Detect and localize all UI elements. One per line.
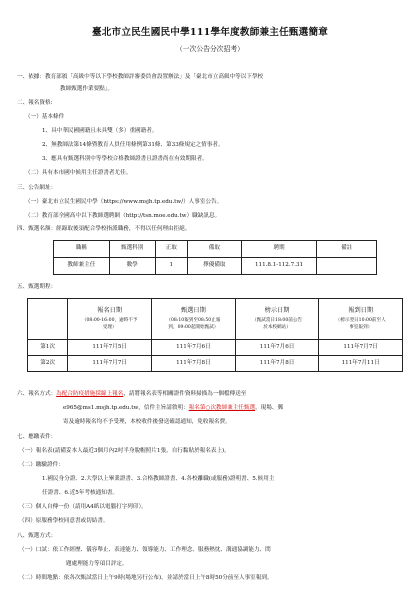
quota-heading: 四、甄選名額：經錄取後須配合學校指派職務，不得以任何理由拒絕。 — [17, 226, 191, 232]
eligibility-basic: （一）基本條件 — [25, 114, 65, 120]
page-subtitle: （一次公告分次招考） — [176, 45, 244, 53]
registration-line-3: 寄及逾時報名均不予受理，本校收件後發送確認通知，免收報名費。 — [63, 419, 231, 425]
documents-item-2-line-1: 1.國民身分證、2.大學以上畢業證書、3.合格教師證書、4.各校離職(或服務)證明書、5.候用主 — [42, 476, 275, 482]
selection-item-1-line-1: （一）口試：依工作經歷、儀容舉止、表達能力、領導能力、工作理念、服務熱忱、溝通協調能力、問 — [19, 547, 271, 553]
registration-heading: 六、報名方式： — [17, 391, 57, 397]
header-results: 榜示日期 （甄試當日18:00前公告 於本校網站） — [235, 299, 319, 340]
basis-line-1: 一、依據：教育部頒「高級中等以下學校教師評審委員會設置辦法」及「臺北市立高級中等以下學校 — [17, 74, 264, 80]
selection-item-1-line-2: 題處理能力等項目評定。 — [66, 561, 128, 567]
header-term: 聘期 — [241, 241, 317, 258]
quota-table-header — [54, 241, 377, 258]
selection-heading: 八、甄選方式： — [17, 533, 57, 539]
header-registration: 報名日期 （08:00-16:00，逾時不予 受理） — [68, 299, 152, 340]
cell-title: 教師兼主任 — [54, 258, 110, 275]
cell-regular: 1 — [155, 258, 187, 275]
cell-date: 111年7月6日 — [235, 340, 319, 356]
basis-line-2: 教師甄選作業要點」。 — [60, 86, 114, 92]
header-backup: 備取 — [187, 241, 241, 258]
schedule-row-1 — [28, 340, 403, 356]
cell-date: 111年7月8日 — [235, 356, 319, 372]
header-report: 報到日期 （榜示翌日10:00前至人 事室報到） — [319, 299, 403, 340]
website-school: （一）臺北市立民生國民中學（https://www.msjh.tp.edu.tw/）人事室公告。 — [25, 199, 223, 205]
header-remarks: 備註 — [317, 241, 377, 258]
selection-item-2: （二）時間地點：依各次甄試當日上午9時(場地另行公布)，並請於當日上午8時50分前至人事室報到。 — [19, 575, 273, 581]
cell-date: 111年7月6日 — [152, 340, 236, 356]
cell-term: 111.8.1-112.7.31 — [241, 258, 317, 275]
cell-date: 111年7月7日 — [68, 356, 152, 372]
header-title: 職稱 — [54, 241, 110, 258]
eligibility-item-1: 1、具中華民國國籍且未具雙（多）重國籍者。 — [42, 128, 158, 134]
cell-subject: 數學 — [109, 258, 155, 275]
documents-item-2-line-2: 任證書、6.近5年考核通知書。 — [42, 490, 119, 496]
eligibility-preferred: （二）具有本市國中候用主任證書者尤佳。 — [25, 170, 132, 176]
cell-date: 111年7月5日 — [68, 340, 152, 356]
registration-email[interactable]: e965@ms1.msjh.tp.edu.tw，信件主旨請敘明： — [63, 405, 189, 411]
documents-item-4: （四）原服務學校同意書或切結書。 — [19, 518, 109, 524]
registration-line-1: 六、報名方式：為配合防疫措施採線上報名，請將報名表等相關證件資料掃描為一個檔傳送至 — [17, 391, 247, 397]
email-subject-notice: 報名第○次教師兼主任甄選 — [188, 405, 256, 411]
row-label: 第2次 — [28, 356, 68, 372]
header-regular: 正取 — [155, 241, 187, 258]
online-registration-notice: 為配合防疫措施採線上報名 — [56, 391, 124, 397]
documents-heading: 七、應繳表件： — [17, 434, 57, 440]
documents-item-1: （一）報名表(請備妥本人最近3個月內2吋半身脫帽照片1張，自行黏貼於報名表上)。 — [19, 448, 230, 454]
cell-date: 111年7月7日 — [319, 340, 403, 356]
header-empty — [28, 299, 68, 340]
documents-item-2: （二）繳驗證件： — [19, 462, 64, 468]
cell-date: 111年7月11日 — [319, 356, 403, 372]
schedule-table-header — [28, 299, 403, 340]
cell-remarks — [317, 258, 377, 275]
documents-item-3: （三）個人自傳一份（請用A4紙以電腦打字列印）。 — [19, 504, 147, 510]
schedule-table — [27, 298, 403, 372]
schedule-row-2 — [28, 356, 403, 372]
eligibility-heading: 二、報名資格: — [17, 100, 53, 106]
cell-backup: 擇優備取 — [187, 258, 241, 275]
eligibility-item-2: 2、無教師法第14條暨教育人員任用條例第31條、第33條規定之情事者。 — [42, 142, 224, 148]
header-subject: 甄選科別 — [109, 241, 155, 258]
quota-table-row — [54, 258, 377, 275]
page-title: 臺北市立民生國民中學111學年度教師兼主任甄選簡章 — [91, 27, 329, 38]
website-moe: （二）教育部全國高中以下教師選聘網（http://tsn.moe.edu.tw）職缺訊息。 — [25, 213, 221, 219]
cell-date: 111年7月8日 — [152, 356, 236, 372]
schedule-heading: 五、甄選期程： — [17, 284, 57, 290]
row-label: 第1次 — [28, 340, 68, 356]
quota-table — [53, 240, 377, 275]
header-exam: 甄選日期 （08:10報到至08:50止報 到，09:00起開始甄試） — [152, 299, 236, 340]
registration-line-2: e965@ms1.msjh.tp.edu.tw，信件主旨請敘明：報名第○次教師兼主任甄選，現場、郵 — [63, 405, 284, 411]
eligibility-item-3: 3、應具有甄選科別中等學校合格教師證書且證書尚在有效期限者。 — [42, 156, 208, 162]
website-heading: 三、公告網址： — [17, 185, 57, 191]
